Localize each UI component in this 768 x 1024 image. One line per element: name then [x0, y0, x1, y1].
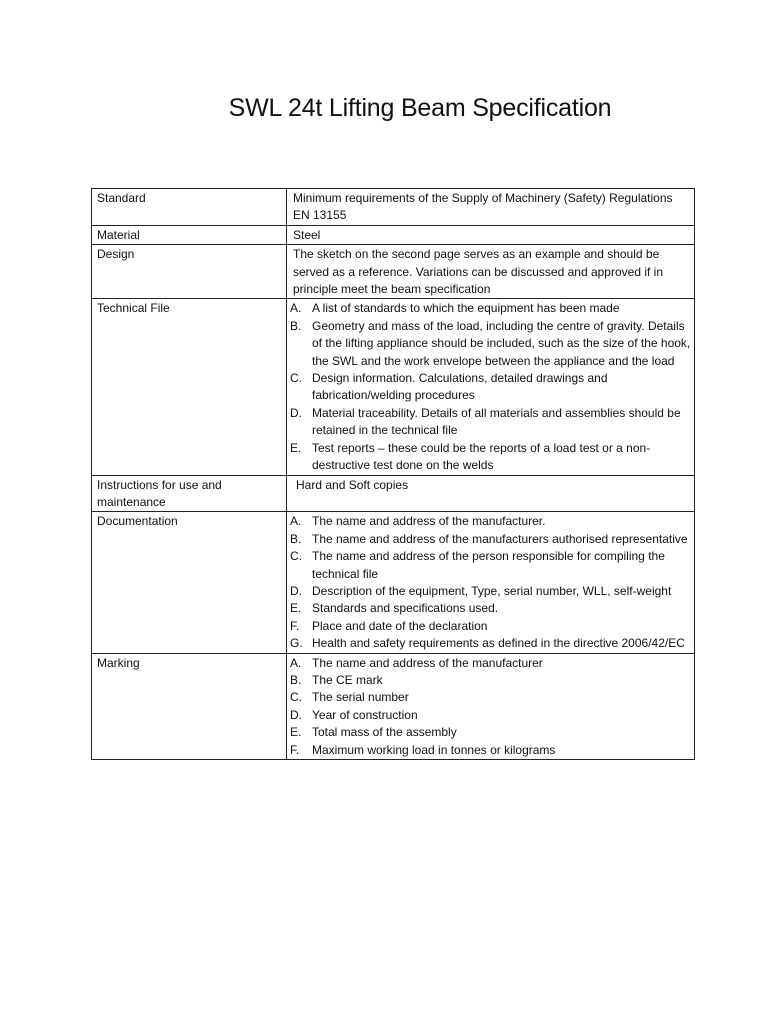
list-item: [290, 440, 691, 475]
row-value-text: Steel: [293, 227, 321, 242]
list-item-text: The name and address of the person responsible for compiling the technical file: [312, 549, 665, 581]
list-item-text: Description of the equipment, Type, serial number, WLL, self-weight: [312, 583, 672, 598]
list-marker: D.: [290, 583, 302, 598]
list-item-text: The name and address of the manufacturer.: [312, 514, 546, 529]
list-item-text: Material traceability. Details of all materials and assemblies should be retained in the technical file: [312, 405, 681, 438]
marking-list: [290, 655, 691, 759]
list-marker: C.: [290, 371, 302, 386]
list-item: [290, 689, 691, 706]
list-item-text: The CE mark: [312, 672, 383, 687]
table-row-design: [92, 245, 695, 299]
list-item-text: The name and address of the manufacturers authorised representative: [312, 531, 688, 546]
list-item-text: Year of construction: [312, 707, 418, 722]
list-item-text: The name and address of the manufacturer: [312, 655, 543, 670]
list-item-text: Standards and specifications used.: [312, 601, 499, 616]
list-marker: G.: [290, 636, 303, 651]
list-item-text: Total mass of the assembly: [312, 725, 457, 740]
row-value-cell: [287, 653, 695, 759]
row-value-cell: [287, 225, 695, 244]
list-marker: C.: [290, 690, 302, 705]
list-item: [290, 548, 691, 583]
row-label: Marking: [97, 655, 140, 670]
list-marker: B.: [290, 672, 302, 687]
row-value-cell: [287, 189, 695, 226]
technical-file-list: [290, 300, 691, 474]
list-marker: C.: [290, 549, 302, 564]
list-item: [290, 635, 691, 652]
list-item-text: Maximum working load in tonnes or kilograms: [312, 742, 556, 757]
row-label-cell: [92, 189, 287, 226]
row-value-cell: [287, 475, 695, 512]
row-label-cell: [92, 653, 287, 759]
row-value-cell: [287, 512, 695, 653]
list-item: [290, 531, 691, 548]
list-item: [290, 405, 691, 440]
list-marker: E.: [290, 440, 302, 455]
table-row-instructions: [92, 475, 695, 512]
list-item: [290, 583, 691, 600]
row-value-text: The sketch on the second page serves as an example and should be served as a reference. Variations can be discussed and approved if in principle meet the beam specification: [293, 247, 663, 297]
list-item: [290, 707, 691, 724]
row-label-cell: [92, 299, 287, 475]
list-item: [290, 300, 691, 317]
list-marker: E.: [290, 725, 302, 740]
row-label-cell: [92, 245, 287, 299]
list-marker: A.: [290, 301, 302, 316]
table-row-technical-file: [92, 299, 695, 475]
list-item: [290, 742, 691, 759]
list-item-text: Health and safety requirements as defined in the directive 2006/42/EC: [312, 636, 685, 651]
list-item: [290, 672, 691, 689]
list-item: [290, 513, 691, 530]
row-value-text: Hard and Soft copies: [296, 477, 409, 492]
row-label: Design: [97, 247, 135, 262]
row-label: Instructions for use and maintenance: [97, 477, 222, 509]
list-item: [290, 655, 691, 672]
table-row-documentation: [92, 512, 695, 653]
list-marker: B.: [290, 531, 302, 546]
row-label: Standard: [97, 191, 146, 205]
row-label-cell: [92, 475, 287, 512]
list-marker: A.: [290, 655, 302, 670]
list-marker: E.: [290, 601, 302, 616]
list-item-text: Design information. Calculations, detailed drawings and fabrication/welding procedures: [312, 371, 608, 403]
list-item-text: Geometry and mass of the load, including the centre of gravity. Details of the lifting appliance should be included, such as the size of the hook, the SWL and the work envelope between the appliance and the load: [312, 318, 691, 368]
list-item: [290, 618, 691, 635]
page-title: SWL 24t Lifting Beam Specification: [228, 94, 612, 122]
table-row-marking: [92, 653, 695, 759]
list-item: [290, 318, 691, 370]
list-marker: F.: [290, 618, 300, 633]
list-marker: D.: [290, 707, 302, 722]
list-marker: B.: [290, 318, 302, 333]
row-label: Material: [97, 227, 140, 242]
list-marker: D.: [290, 405, 302, 420]
documentation-list: [290, 513, 691, 652]
specification-table: [91, 188, 695, 760]
list-marker: A.: [290, 514, 302, 529]
list-item: [290, 600, 691, 617]
list-item-text: Place and date of the declaration: [312, 618, 488, 633]
table-row-material: [92, 225, 695, 244]
row-label-cell: [92, 512, 287, 653]
table-row-standard: [92, 189, 695, 226]
row-label-cell: [92, 225, 287, 244]
row-label: Technical File: [97, 301, 170, 316]
row-label: Documentation: [97, 514, 178, 529]
list-item-text: The serial number: [312, 690, 409, 705]
list-item-text: A list of standards to which the equipment has been made: [312, 301, 620, 316]
list-item-text: Test reports – these could be the reports of a load test or a non-destructive test done on the welds: [312, 440, 651, 473]
list-item: [290, 370, 691, 405]
row-value-text: Minimum requirements of the Supply of Machinery (Safety) Regulations EN 13155: [293, 191, 673, 223]
list-item: [290, 724, 691, 741]
list-marker: F.: [290, 742, 300, 757]
row-value-cell: [287, 245, 695, 299]
row-value-cell: [287, 299, 695, 475]
